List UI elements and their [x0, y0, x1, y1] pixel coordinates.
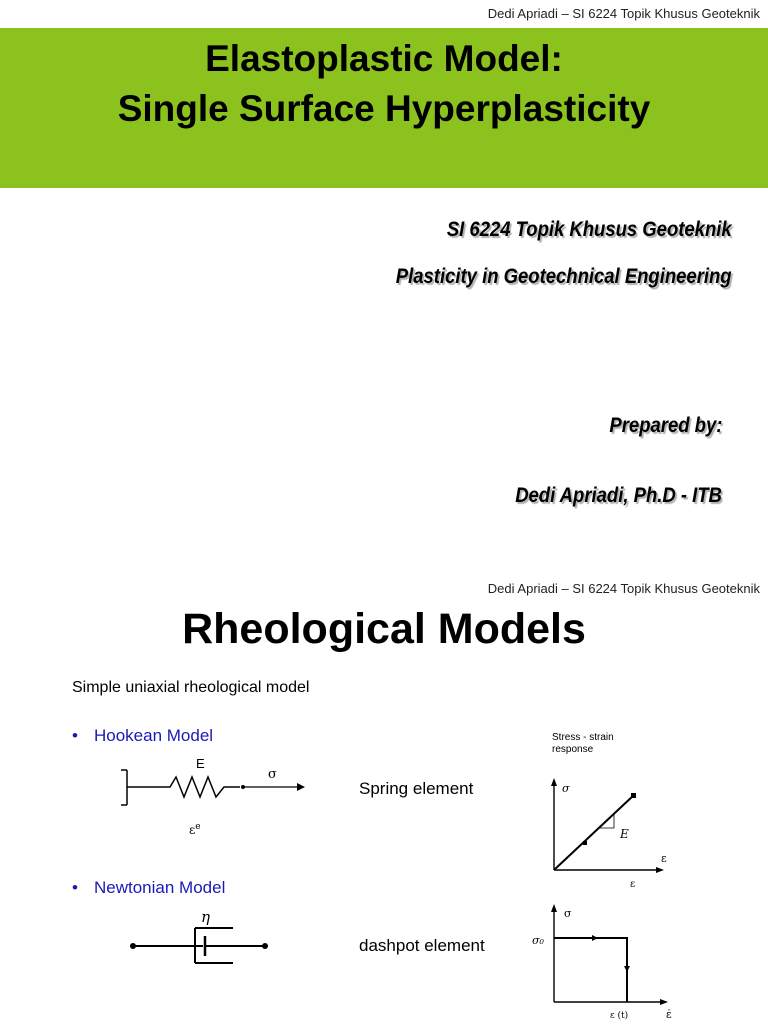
y-axis-label: σ — [564, 907, 572, 920]
bullet-hookean — [72, 726, 213, 746]
graph-caption-line-1: Stress - strain — [552, 732, 614, 743]
slide-title-line-1: Elastoplastic Model: — [205, 38, 563, 79]
spring-element-label: Spring element — [359, 779, 474, 798]
dashpot-element-label: dashpot element — [359, 936, 485, 955]
hookean-label: Hookean Model — [94, 726, 214, 745]
slide-title: Rheological Models — [182, 605, 586, 653]
bullet-marker: • — [72, 878, 78, 897]
x-axis-label: ε̇ — [666, 1008, 672, 1021]
x-tick-label: ε (t) — [610, 1011, 629, 1021]
newtonian-label: Newtonian Model — [94, 878, 226, 897]
slope-label: E — [620, 827, 629, 841]
strain-symbol: $\varepsilon^e$ — [189, 822, 201, 837]
eta-symbol: η — [201, 908, 210, 926]
spring-diagram — [115, 750, 315, 840]
spring-coil — [127, 777, 240, 797]
slide-title-line-2: Single Surface Hyperplasticity — [117, 88, 651, 129]
slide-header: Dedi Apriadi – SI 6224 Topik Khusus Geoteknik — [487, 581, 760, 596]
response-curve — [554, 938, 627, 1002]
sigma0-label: σ₀ — [532, 934, 544, 947]
dashpot-response-graph — [510, 890, 680, 1024]
course-code: SI 6224 Topik Khusus Geoteknik — [447, 218, 732, 241]
slide-header: Dedi Apriadi – SI 6224 Topik Khusus Geoteknik — [487, 6, 760, 21]
bullet-newtonian — [72, 878, 225, 898]
modulus-symbol: E — [196, 756, 205, 771]
author-name: Dedi Apriadi, Ph.D - ITB — [515, 484, 722, 507]
rheological-slide — [0, 560, 768, 1024]
prepared-by-label: Prepared by: — [609, 414, 722, 437]
x-tick-label: ε — [630, 879, 636, 890]
dashpot-diagram — [115, 905, 315, 975]
x-axis-label: ε — [661, 852, 667, 865]
y-axis-label: σ — [562, 782, 570, 795]
graph-caption-line-2: response — [552, 744, 594, 755]
bullet-marker: • — [72, 726, 78, 745]
stress-strain-graph — [538, 720, 678, 900]
course-subject: Plasticity in Geotechnical Engineering — [396, 265, 732, 288]
sigma-symbol: σ — [268, 767, 277, 782]
intro-text: Simple uniaxial rheological model — [72, 679, 310, 696]
